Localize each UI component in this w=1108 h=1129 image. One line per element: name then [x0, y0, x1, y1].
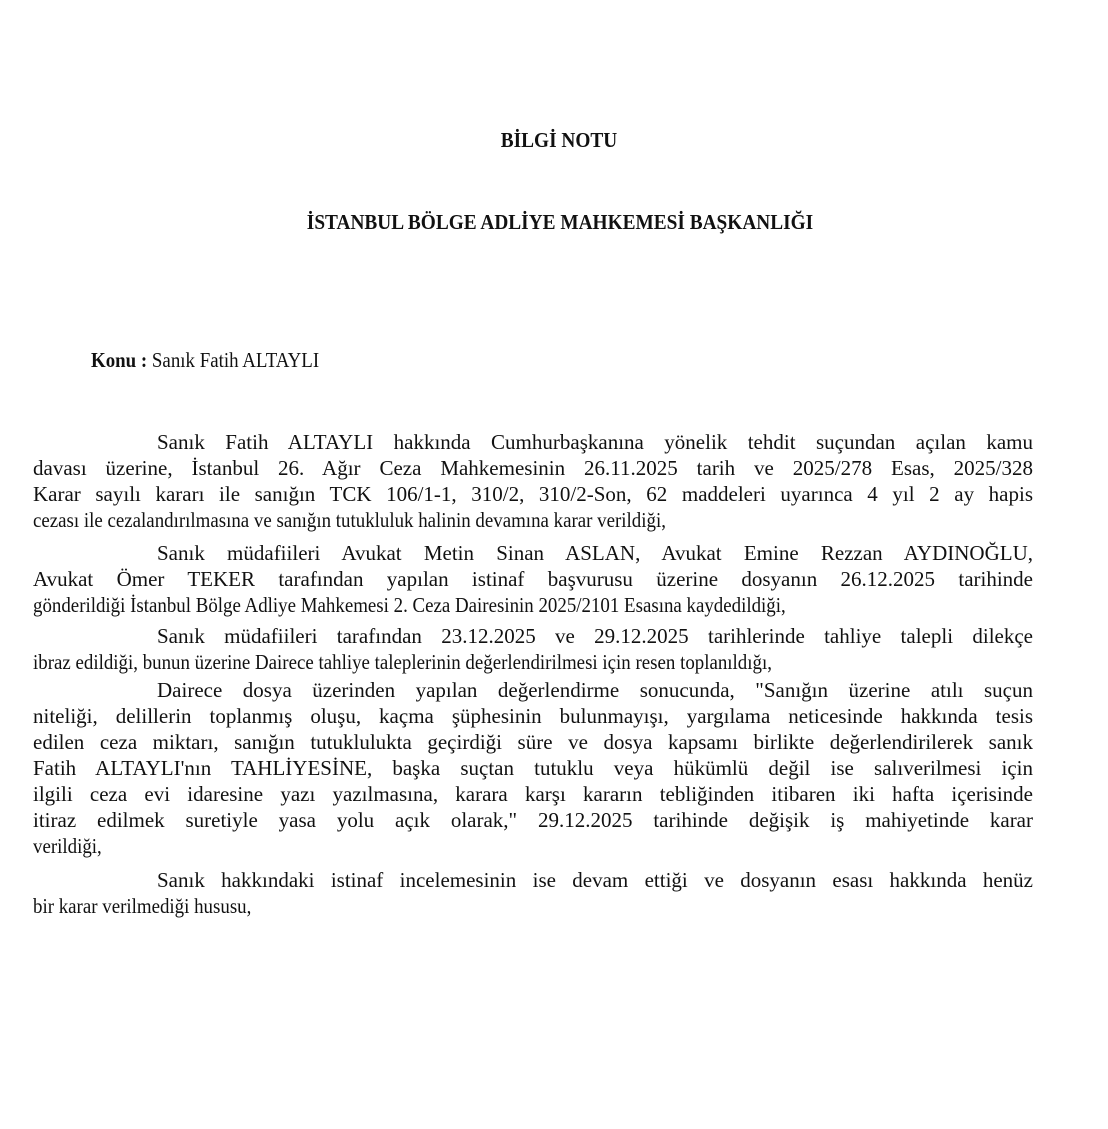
body-line: itiraz edilmek suretiyle yasa yolu açık olarak," 29.12.2025 tarihinde değişik iş mahiyetinde karar [33, 808, 1033, 832]
body-line: ilgili ceza evi idaresine yazı yazılmasına, karara karşı kararın tebliğinden itibaren iki hafta içerisinde [33, 782, 1033, 806]
subject-line [91, 348, 319, 373]
institution-heading: İSTANBUL BÖLGE ADLİYE MAHKEMESİ BAŞKANLIĞI [306, 210, 814, 234]
body-line: davası üzerine, İstanbul 26. Ağır Ceza Mahkemesinin 26.11.2025 tarih ve 2025/278 Esas, 2025/328 [33, 456, 1033, 480]
subject-label: Konu : [91, 348, 148, 372]
body-line: gönderildiği İstanbul Bölge Adliye Mahkemesi 2. Ceza Dairesinin 2025/2101 Esasına kaydedildiği, [33, 593, 786, 617]
document-title: BİLGİ NOTU [500, 128, 618, 152]
subject-value: Sanık Fatih ALTAYLI [151, 348, 320, 372]
body-line: Fatih ALTAYLI'nın TAHLİYESİNE, başka suçtan tutuklu veya hükümlü değil ise salıverilmesi için [33, 756, 1033, 780]
body-line: Sanık müdafiileri Avukat Metin Sinan ASLAN, Avukat Emine Rezzan AYDINOĞLU, [157, 541, 1033, 565]
body-line: Sanık müdafiileri tarafından 23.12.2025 ve 29.12.2025 tarihlerinde tahliye talepli dilekçe [157, 624, 1033, 648]
body-line: Sanık Fatih ALTAYLI hakkında Cumhurbaşkanına yönelik tehdit suçundan açılan kamu [157, 430, 1033, 454]
body-line: edilen ceza miktarı, sanığın tutuklulukta geçirdiği süre ve dosya kapsamı birlikte değerlendirilerek sanık [33, 730, 1033, 754]
body-line: ibraz edildiği, bunun üzerine Dairece tahliye taleplerinin değerlendirilmesi için resen toplanıldığı, [33, 650, 772, 674]
body-line: Avukat Ömer TEKER tarafından yapılan istinaf başvurusu üzerine dosyanın 26.12.2025 tarihinde [33, 567, 1033, 591]
body-line: verildiği, [33, 834, 102, 858]
body-line: niteliği, delillerin toplanmış oluşu, kaçma şüphesinin bulunmayışı, yargılama neticesinde hakkında tesis [33, 704, 1033, 728]
body-line: bir karar verilmediği hususu, [33, 894, 252, 918]
body-line: Sanık hakkındaki istinaf incelemesinin ise devam ettiği ve dosyanın esası hakkında henüz [157, 868, 1033, 892]
body-line: Dairece dosya üzerinden yapılan değerlendirme sonucunda, "Sanığın üzerine atılı suçun [157, 678, 1033, 702]
body-line: Karar sayılı kararı ile sanığın TCK 106/1-1, 310/2, 310/2-Son, 62 maddeleri uyarınca 4 yıl 2 ay hapis [33, 482, 1033, 506]
body-line: cezası ile cezalandırılmasına ve sanığın tutukluluk halinin devamına karar verildiği, [33, 508, 666, 532]
